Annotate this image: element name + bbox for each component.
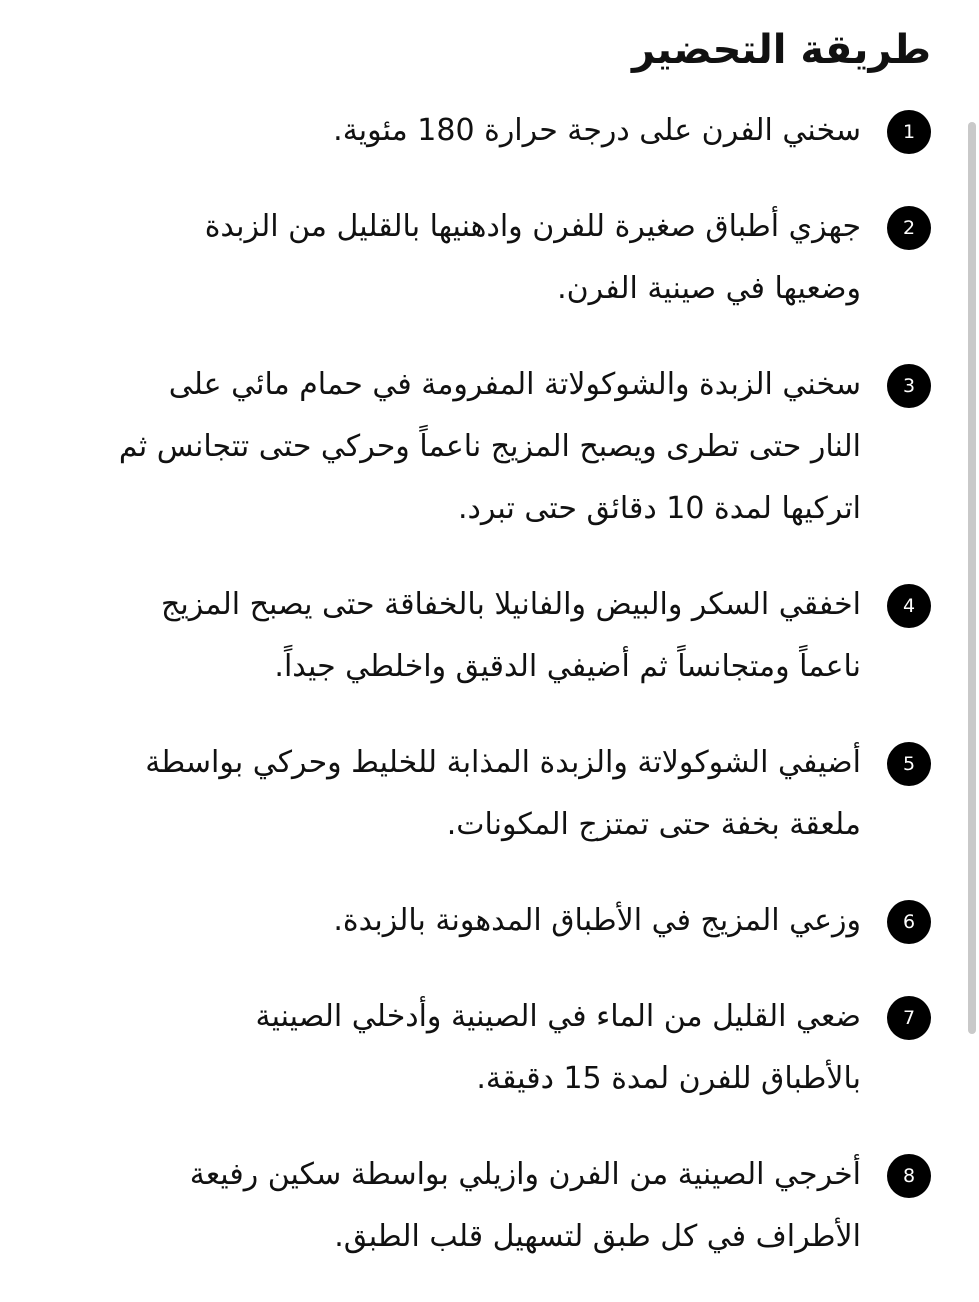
step-text: اخفقي السكر والبيض والفانيلا بالخفاقة حتى يصبح المزيج ناعماً ومتجانساً ثم أضيفي الدقيق واخلطي جيداً. (161, 587, 861, 684)
step-number-badge: 2 (887, 206, 931, 250)
step-number-badge: 3 (887, 364, 931, 408)
step-text: سخني الفرن على درجة حرارة 180 مئوية. (333, 113, 861, 148)
step-text: أخرجي الصينية من الفرن وازيلي بواسطة سكين رفيعة الأطراف في كل طبق لتسهيل قلب الطبق. (189, 1157, 861, 1254)
step-item-1 (0, 100, 979, 162)
vertical-scrollbar[interactable] (968, 122, 976, 1034)
step-item-8 (0, 1144, 979, 1268)
step-item-5 (0, 732, 979, 856)
step-number-badge: 7 (887, 996, 931, 1040)
steps-list (0, 100, 979, 1302)
step-item-7 (0, 986, 979, 1110)
page-title: طريقة التحضير (631, 27, 931, 73)
step-item-6 (0, 890, 979, 952)
step-item-3 (0, 354, 979, 540)
step-number-badge: 1 (887, 110, 931, 154)
step-text: ضعي القليل من الماء في الصينية وأدخلي الصينية بالأطباق للفرن لمدة 15 دقيقة. (255, 999, 861, 1096)
step-text: وزعي المزيج في الأطباق المدهونة بالزبدة. (333, 903, 861, 938)
step-item-4 (0, 574, 979, 698)
step-number-badge: 6 (887, 900, 931, 944)
step-number-badge: 5 (887, 742, 931, 786)
step-item-2 (0, 196, 979, 320)
step-number-badge: 4 (887, 584, 931, 628)
step-text: أضيفي الشوكولاتة والزبدة المذابة للخليط وحركي بواسطة ملعقة بخفة حتى تمتزج المكونات. (145, 745, 861, 842)
step-text: جهزي أطباق صغيرة للفرن وادهنيها بالقليل من الزبدة وضعيها في صينية الفرن. (204, 209, 861, 306)
step-text: سخني الزبدة والشوكولاتة المفرومة في حمام مائي على النار حتى تطرى ويصبح المزيج ناعماً وحركي حتى تتجانس ثم اتركيها لمدة 10 دقائق حتى تبرد. (118, 367, 861, 526)
step-number-badge: 8 (887, 1154, 931, 1198)
